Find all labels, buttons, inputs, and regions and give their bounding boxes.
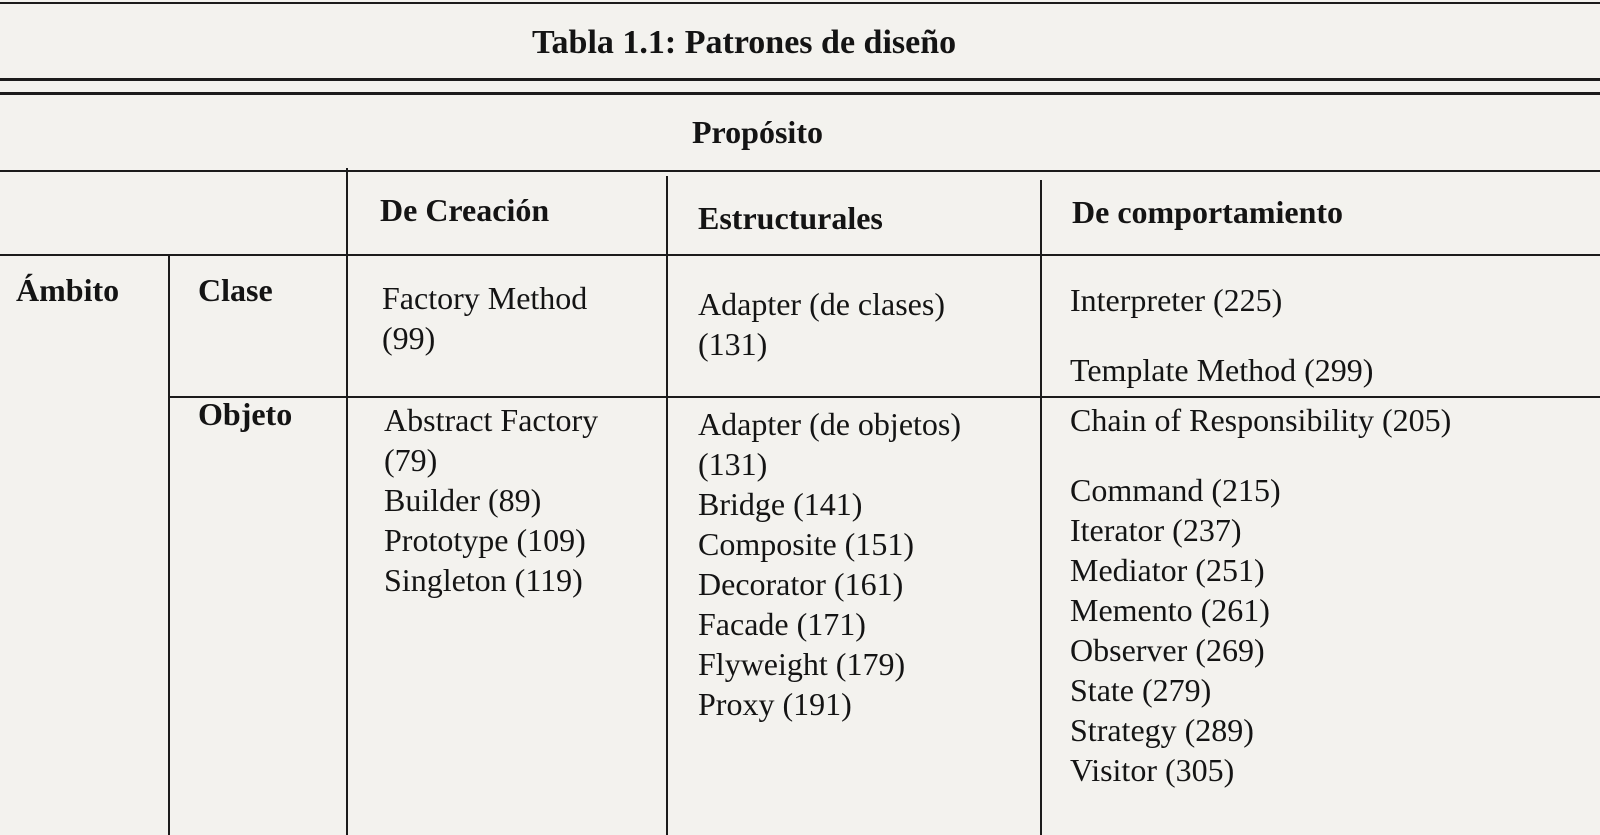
- pattern-entry: Observer (269): [1070, 632, 1265, 668]
- scope-label: Ámbito: [16, 272, 120, 308]
- pattern-entry: State (279): [1070, 672, 1212, 708]
- pattern-entry: Iterator (237): [1070, 512, 1242, 548]
- pattern-entry: (131): [698, 446, 768, 482]
- cell-class-behavioral: [1070, 280, 1373, 390]
- column-header-creational: De Creación: [380, 192, 550, 228]
- pattern-entry: Builder (89): [384, 482, 542, 518]
- scope-column-line: [168, 254, 170, 835]
- column-header-structural: Estructurales: [698, 200, 883, 236]
- pattern-entry: Adapter (de clases): [698, 286, 945, 322]
- pattern-entry: Strategy (289): [1070, 712, 1254, 748]
- top-rule: [0, 2, 1600, 4]
- pattern-entry: Chain of Responsibility (205): [1070, 402, 1452, 438]
- purpose-rule: [0, 170, 1600, 172]
- cell-object-behavioral: [1070, 400, 1451, 790]
- cell-class-structural: [698, 284, 945, 364]
- pattern-entry: (99): [382, 320, 436, 356]
- caption-double-rule-upper: [0, 78, 1600, 81]
- pattern-entry: Visitor (305): [1070, 752, 1235, 788]
- pattern-entry: Adapter (de objetos): [698, 406, 962, 442]
- purpose-header: Propósito: [692, 114, 823, 150]
- pattern-entry: Proxy (191): [698, 686, 852, 722]
- behavioral-column-line: [1040, 180, 1042, 835]
- row-label-object: Objeto: [198, 396, 293, 432]
- cell-object-structural: [698, 404, 961, 724]
- pattern-entry: Prototype (109): [384, 522, 586, 558]
- pattern-entry: Bridge (141): [698, 486, 863, 522]
- row-divider: [170, 396, 1600, 398]
- caption-double-rule-lower: [0, 92, 1600, 95]
- pattern-entry: Flyweight (179): [698, 646, 906, 682]
- pattern-entry: Decorator (161): [698, 566, 904, 602]
- pattern-entry: Factory Method: [382, 280, 588, 316]
- creational-column-line: [346, 168, 348, 835]
- table-caption: Tabla 1.1: Patrones de diseño: [532, 24, 957, 61]
- pattern-entry: Composite (151): [698, 526, 914, 562]
- row-label-class: Clase: [198, 272, 273, 308]
- pattern-entry: Singleton (119): [384, 562, 583, 598]
- header-rule: [0, 254, 1600, 256]
- pattern-entry: (131): [698, 326, 768, 362]
- pattern-entry: Mediator (251): [1070, 552, 1265, 588]
- cell-class-creational: [382, 278, 587, 358]
- cell-object-creational: [384, 400, 598, 600]
- pattern-entry: Template Method (299): [1070, 352, 1374, 388]
- pattern-entry: Abstract Factory: [384, 402, 599, 438]
- pattern-entry: Command (215): [1070, 472, 1281, 508]
- structural-column-line: [666, 176, 668, 835]
- pattern-entry: Interpreter (225): [1070, 282, 1283, 318]
- pattern-entry: Facade (171): [698, 606, 866, 642]
- pattern-entry: Memento (261): [1070, 592, 1270, 628]
- column-header-behavioral: De comportamiento: [1072, 194, 1344, 230]
- pattern-entry: (79): [384, 442, 438, 478]
